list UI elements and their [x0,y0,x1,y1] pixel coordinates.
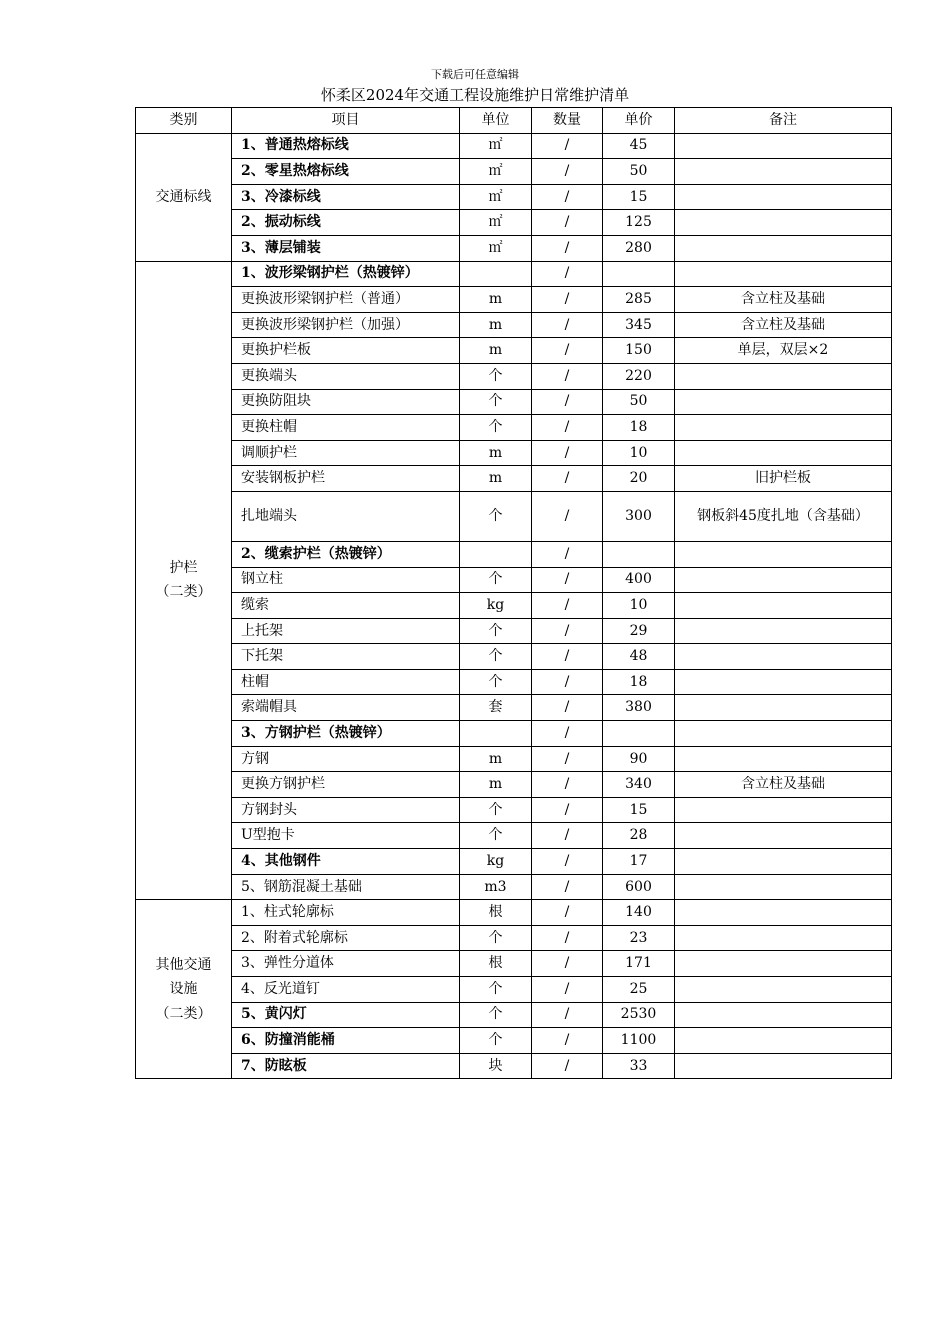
table-row [136,618,892,644]
category-cell [136,133,232,261]
table-row [136,210,892,236]
price-cell: 50 [603,389,675,415]
table-row [136,466,892,492]
qty-cell: / [532,210,603,236]
item-cell: 柱帽 [232,669,460,695]
remark-cell [675,159,892,185]
unit-cell: ㎡ [460,159,532,185]
qty-cell: / [532,1028,603,1054]
price-cell: 140 [603,900,675,926]
remark-cell [675,567,892,593]
qty-cell: / [532,823,603,849]
table-row [136,772,892,798]
qty-cell: / [532,925,603,951]
table-row [136,874,892,900]
category-label: （二类） [155,1005,212,1022]
remark-cell: 钢板斜45度扎地（含基础） [675,491,892,541]
remark-cell [675,133,892,159]
qty-cell: / [532,541,603,567]
price-cell: 1100 [603,1028,675,1054]
unit-cell: 套 [460,695,532,721]
table-row [136,1053,892,1079]
price-cell: 10 [603,593,675,619]
item-cell: 更换方钢护栏 [232,772,460,798]
unit-cell: 块 [460,1053,532,1079]
table-row [136,567,892,593]
unit-cell: 个 [460,797,532,823]
qty-cell: / [532,669,603,695]
item-cell: U型抱卡 [232,823,460,849]
item-cell: 3、方钢护栏（热镀锌） [232,721,460,747]
document-title: 怀柔区2024年交通工程设施维护日常维护清单 [320,86,630,104]
table-row [136,746,892,772]
table-row [136,644,892,670]
item-cell: 调顺护栏 [232,440,460,466]
remark-cell [675,721,892,747]
unit-cell: 个 [460,618,532,644]
price-cell [603,541,675,567]
remark-cell: 旧护栏板 [675,466,892,492]
qty-cell: / [532,312,603,338]
item-cell: 4、其他钢件 [232,849,460,875]
unit-cell: m [460,746,532,772]
item-cell: 缆索 [232,593,460,619]
price-cell: 285 [603,287,675,313]
category-label: 交通标线 [155,188,212,205]
qty-cell: / [532,618,603,644]
unit-cell: 根 [460,951,532,977]
unit-cell: m3 [460,874,532,900]
table-row [136,951,892,977]
item-cell: 2、缆索护栏（热镀锌） [232,541,460,567]
price-cell: 10 [603,440,675,466]
price-cell: 15 [603,797,675,823]
table-row [136,133,892,159]
qty-cell: / [532,389,603,415]
qty-cell: / [532,593,603,619]
table-row [136,440,892,466]
price-cell: 17 [603,849,675,875]
price-cell: 171 [603,951,675,977]
item-cell: 6、防撞消能桶 [232,1028,460,1054]
item-cell: 5、钢筋混凝土基础 [232,874,460,900]
item-cell: 更换柱帽 [232,415,460,441]
unit-cell: m [460,772,532,798]
remark-cell [675,695,892,721]
item-cell: 安装钢板护栏 [232,466,460,492]
item-cell: 2、附着式轮廓标 [232,925,460,951]
header-price: 单价 [603,108,675,134]
unit-cell: ㎡ [460,210,532,236]
qty-cell: / [532,363,603,389]
qty-cell: / [532,235,603,261]
unit-cell: kg [460,849,532,875]
unit-cell: ㎡ [460,133,532,159]
qty-cell: / [532,491,603,541]
remark-cell [675,669,892,695]
price-cell: 125 [603,210,675,236]
item-cell: 更换防阻块 [232,389,460,415]
qty-cell: / [532,900,603,926]
unit-cell [460,541,532,567]
price-cell: 150 [603,338,675,364]
remark-cell [675,977,892,1003]
unit-cell: 个 [460,1028,532,1054]
item-cell: 更换端头 [232,363,460,389]
table-row [136,491,892,541]
remark-cell [675,235,892,261]
item-cell: 方钢封头 [232,797,460,823]
price-cell: 50 [603,159,675,185]
table-row [136,235,892,261]
table-row [136,261,892,287]
remark-cell [675,618,892,644]
table-row [136,415,892,441]
price-cell: 23 [603,925,675,951]
remark-cell [675,440,892,466]
remark-cell [675,849,892,875]
remark-cell: 含立柱及基础 [675,772,892,798]
item-cell: 3、薄层铺装 [232,235,460,261]
qty-cell: / [532,440,603,466]
remark-cell [675,184,892,210]
price-cell: 600 [603,874,675,900]
qty-cell: / [532,797,603,823]
item-cell: 4、反光道钉 [232,977,460,1003]
remark-cell [675,1028,892,1054]
unit-cell [460,721,532,747]
qty-cell: / [532,695,603,721]
table-row [136,287,892,313]
price-cell: 48 [603,644,675,670]
item-cell: 2、零星热熔标线 [232,159,460,185]
maintenance-price-table [135,107,892,1079]
price-cell: 90 [603,746,675,772]
table-row [136,721,892,747]
price-cell [603,261,675,287]
remark-cell [675,900,892,926]
unit-cell: m [460,312,532,338]
remark-cell [675,823,892,849]
remark-cell [675,797,892,823]
unit-cell: 个 [460,415,532,441]
header-category: 类别 [136,108,232,134]
remark-cell [675,746,892,772]
item-cell: 下托架 [232,644,460,670]
table-row [136,541,892,567]
table-row [136,977,892,1003]
unit-cell: 个 [460,823,532,849]
price-cell: 29 [603,618,675,644]
remark-cell [675,951,892,977]
unit-cell: m [460,338,532,364]
category-label: 其他交通 [155,956,212,973]
price-cell: 45 [603,133,675,159]
qty-cell: / [532,159,603,185]
remark-cell [675,363,892,389]
qty-cell: / [532,849,603,875]
table-row [136,593,892,619]
price-cell: 15 [603,184,675,210]
item-cell: 3、弹性分道体 [232,951,460,977]
header-remark: 备注 [675,108,892,134]
table-row [136,669,892,695]
item-cell: 2、振动标线 [232,210,460,236]
category-label: （二类） [155,584,212,601]
item-cell: 更换波形梁钢护栏（加强） [232,312,460,338]
price-cell: 18 [603,415,675,441]
qty-cell: / [532,772,603,798]
item-cell: 更换护栏板 [232,338,460,364]
remark-cell [675,925,892,951]
table-row [136,312,892,338]
qty-cell: / [532,644,603,670]
item-cell: 1、波形梁钢护栏（热镀锌） [232,261,460,287]
unit-cell: m [460,440,532,466]
table-body [136,133,892,1079]
price-cell: 300 [603,491,675,541]
item-cell: 更换波形梁钢护栏（普通） [232,287,460,313]
unit-cell: 根 [460,900,532,926]
price-cell: 28 [603,823,675,849]
remark-cell [675,261,892,287]
remark-cell [675,389,892,415]
remark-cell: 单层，双层×2 [675,338,892,364]
table-row [136,900,892,926]
remark-cell: 含立柱及基础 [675,312,892,338]
unit-cell: m [460,466,532,492]
remark-cell [675,593,892,619]
qty-cell: / [532,567,603,593]
qty-cell: / [532,287,603,313]
table-row [136,338,892,364]
item-cell: 索端帽具 [232,695,460,721]
unit-cell: 个 [460,389,532,415]
price-cell: 33 [603,1053,675,1079]
price-cell: 220 [603,363,675,389]
category-cell [136,261,232,900]
qty-cell: / [532,746,603,772]
remark-cell [675,415,892,441]
price-cell: 280 [603,235,675,261]
qty-cell: / [532,133,603,159]
item-cell: 方钢 [232,746,460,772]
remark-cell [675,210,892,236]
item-cell: 上托架 [232,618,460,644]
unit-cell: 个 [460,567,532,593]
unit-cell: ㎡ [460,184,532,210]
table-row [136,823,892,849]
unit-cell [460,261,532,287]
item-cell: 扎地端头 [232,491,460,541]
table-row [136,925,892,951]
unit-cell: 个 [460,977,532,1003]
unit-cell: m [460,287,532,313]
remark-cell [675,1053,892,1079]
header-item: 项目 [232,108,460,134]
qty-cell: / [532,466,603,492]
price-cell: 25 [603,977,675,1003]
remark-cell [675,874,892,900]
remark-cell [675,541,892,567]
category-cell [136,900,232,1079]
remark-cell [675,1002,892,1028]
qty-cell: / [532,951,603,977]
item-cell: 1、普通热熔标线 [232,133,460,159]
price-cell: 2530 [603,1002,675,1028]
page-note: 下载后可任意编辑 [431,68,519,81]
table-row [136,389,892,415]
item-cell: 7、防眩板 [232,1053,460,1079]
price-cell: 340 [603,772,675,798]
table-row [136,184,892,210]
item-cell: 1、柱式轮廓标 [232,900,460,926]
price-cell [603,721,675,747]
qty-cell: / [532,1053,603,1079]
unit-cell: 个 [460,363,532,389]
unit-cell: 个 [460,925,532,951]
header-row [136,108,892,134]
header-unit: 单位 [460,108,532,134]
category-label: 护栏 [169,559,198,576]
unit-cell: ㎡ [460,235,532,261]
table-row [136,849,892,875]
header-qty: 数量 [532,108,603,134]
qty-cell: / [532,1002,603,1028]
item-cell: 5、黄闪灯 [232,1002,460,1028]
remark-cell: 含立柱及基础 [675,287,892,313]
table-row [136,159,892,185]
unit-cell: 个 [460,644,532,670]
item-cell: 3、冷漆标线 [232,184,460,210]
qty-cell: / [532,874,603,900]
qty-cell: / [532,721,603,747]
unit-cell: 个 [460,669,532,695]
table-row [136,695,892,721]
qty-cell: / [532,415,603,441]
price-cell: 18 [603,669,675,695]
qty-cell: / [532,261,603,287]
qty-cell: / [532,977,603,1003]
qty-cell: / [532,184,603,210]
remark-cell [675,644,892,670]
unit-cell: kg [460,593,532,619]
item-cell: 钢立柱 [232,567,460,593]
table-row [136,797,892,823]
price-cell: 20 [603,466,675,492]
price-cell: 345 [603,312,675,338]
category-label: 设施 [169,981,198,998]
table-row [136,1028,892,1054]
price-cell: 400 [603,567,675,593]
price-cell: 380 [603,695,675,721]
unit-cell: 个 [460,1002,532,1028]
table-row [136,1002,892,1028]
qty-cell: / [532,338,603,364]
unit-cell: 个 [460,491,532,541]
table-row [136,363,892,389]
